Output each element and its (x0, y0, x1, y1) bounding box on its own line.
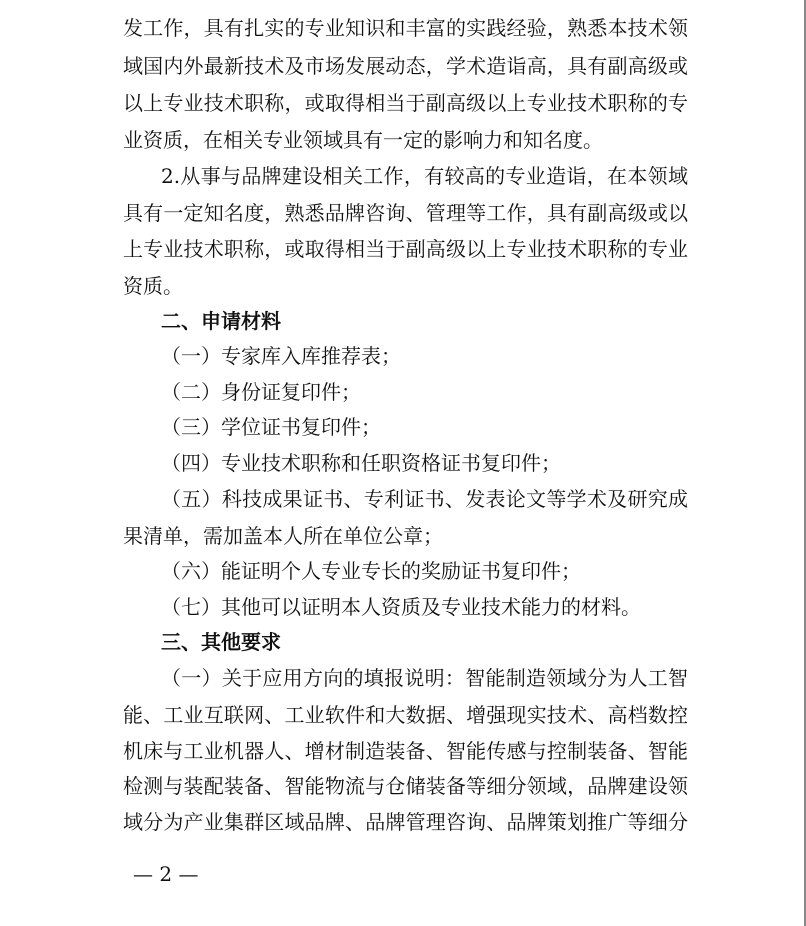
list-item: （七）其他可以证明本人资质及专业技术能力的材料。 (161, 595, 641, 619)
body-text-line: （一）关于应用方向的填报说明：智能制造领域分为人工智 (161, 666, 688, 690)
list-item: （五）科技成果证书、专利证书、发表论文等学术及研究成 (161, 487, 688, 511)
list-item: （三）学位证书复印件； (161, 415, 381, 439)
body-text-line: 资质。 (123, 274, 183, 298)
section-heading: 三、其他要求 (161, 630, 281, 654)
body-text-line: 具有一定知名度，熟悉品牌咨询、管理等工作，具有副高级或以 (123, 201, 688, 225)
body-text-line: 发工作，具有扎实的专业知识和丰富的实践经验，熟悉本技术领 (123, 16, 688, 40)
list-item: （二）身份证复印件； (161, 380, 361, 404)
list-item: （四）专业技术职称和任职资格证书复印件； (161, 451, 561, 475)
body-text-line: 检测与装配装备、智能物流与仓储装备等细分领域，品牌建设领 (123, 774, 688, 798)
list-item: （六）能证明个人专业专长的奖励证书复印件； (161, 559, 581, 583)
body-text-line: 2.从事与品牌建设相关工作，有较高的专业造诣，在本领域 (161, 164, 688, 188)
body-text-line: 以上专业技术职称，或取得相当于副高级以上专业技术职称的专 (123, 91, 688, 115)
page-number: — 2 — (133, 862, 199, 886)
body-text-line: 上专业技术职称，或取得相当于副高级以上专业技术职称的专业 (123, 237, 688, 261)
list-item-continuation: 果清单，需加盖本人所在单位公章； (123, 524, 443, 548)
body-text-line: 业资质，在相关专业领域具有一定的影响力和知名度。 (123, 128, 603, 152)
body-text-line: 域国内外最新技术及市场发展动态，学术造诣高，具有副高级或 (123, 54, 688, 78)
body-text-line: 机床与工业机器人、增材制造装备、智能传感与控制装备、智能 (123, 739, 688, 763)
body-text-line: 能、工业互联网、工业软件和大数据、增强现实技术、高档数控 (123, 703, 688, 727)
section-heading: 二、申请材料 (161, 309, 281, 333)
body-text-line: 域分为产业集群区域品牌、品牌管理咨询、品牌策划推广等细分 (123, 810, 688, 834)
list-item: （一）专家库入库推荐表； (161, 344, 401, 368)
